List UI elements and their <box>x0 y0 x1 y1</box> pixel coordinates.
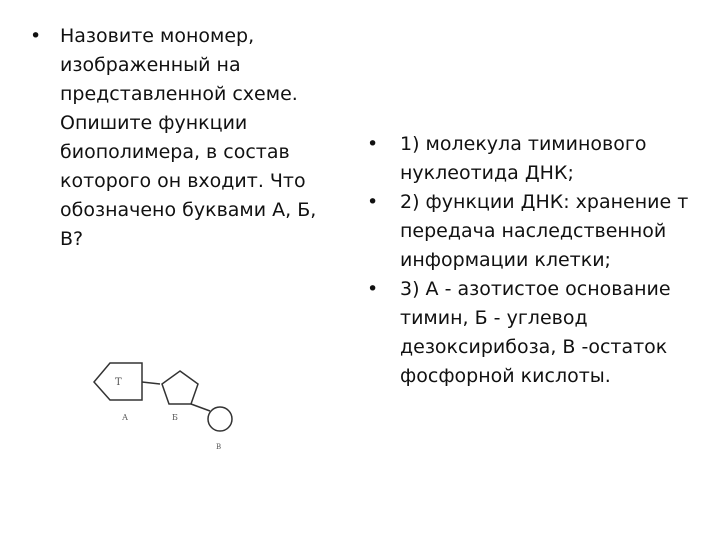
answer-item <box>355 275 705 391</box>
answer-item <box>355 130 705 188</box>
answer-block <box>355 130 705 391</box>
answer-text: 2) функции ДНК: хранение т передача наследственной информации клетки; <box>400 191 689 271</box>
sugar-shape <box>162 371 198 404</box>
bullet-icon: • <box>367 278 379 300</box>
bullet-icon: • <box>367 133 379 155</box>
label-a: А <box>122 413 129 422</box>
nucleotide-diagram <box>80 345 260 465</box>
phosphate-shape <box>208 407 232 431</box>
answer-item <box>355 188 705 275</box>
question-block <box>30 22 330 254</box>
base-sugar-bond <box>142 382 160 384</box>
answer-text: 3) А - азотистое основание тимин, Б - углевод дезоксирибоза, В -остаток фосфорной кислоты. <box>400 278 671 387</box>
question-item <box>30 22 330 254</box>
answer-text: 1) молекула тиминового нуклеотида ДНК; <box>400 133 647 184</box>
bullet-icon: • <box>30 25 42 47</box>
sugar-phosphate-bond <box>191 404 210 411</box>
label-b: Б <box>172 413 178 422</box>
bullet-icon: • <box>367 191 379 213</box>
question-text: Назовите мономер, изображенный на представленной схеме. Опишите функции биополимера, в состав которого он входит. Что обозначено буквами А, Б, В? <box>60 25 317 250</box>
label-c: В <box>216 443 222 451</box>
base-letter: T <box>115 377 122 388</box>
